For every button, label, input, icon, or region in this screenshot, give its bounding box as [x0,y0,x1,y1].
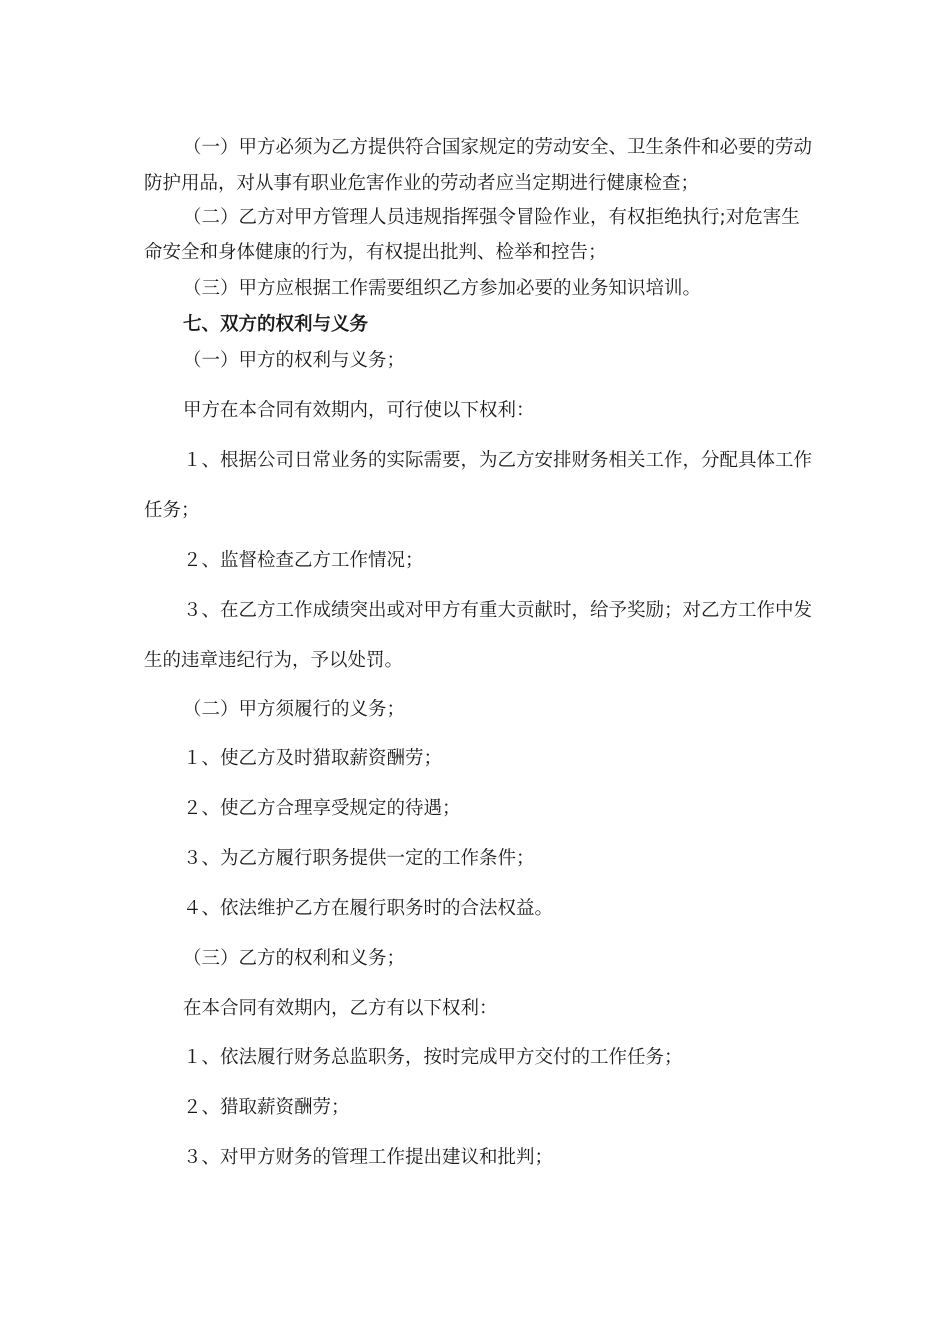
paragraph-line-7: （一）甲方的权利与义务； [183,350,406,371]
paragraph-line-3: （二）乙方对甲方管理人员违规指挥强令冒险作业，有权拒绝执行;对危害生 [183,207,800,228]
paragraph-line-5: （三）甲方应根据工作需要组织乙方参加必要的业务知识培训。 [183,278,702,299]
paragraph-line-14: （二）甲方须履行的义务； [183,699,406,720]
paragraph-line-4: 命安全和身体健康的行为，有权提出批判、检举和控告； [144,242,607,263]
paragraph-line-8: 甲方在本合同有效期内，可行使以下权利： [183,400,535,421]
paragraph-line-15: １、使乙方及时猎取薪资酬劳； [183,748,443,769]
paragraph-line-23: ３、对甲方财务的管理工作提出建议和批判； [183,1147,554,1168]
paragraph-line-1: （一）甲方必须为乙方提供符合国家规定的劳动安全、卫生条件和必要的劳动 [183,137,813,158]
paragraph-line-17: ３、为乙方履行职务提供一定的工作条件； [183,848,535,869]
paragraph-line-12: ３、在乙方工作成绩突出或对甲方有重大贡献时，给予奖励；对乙方工作中发 [183,600,813,621]
paragraph-line-21: １、依法履行财务总监职务，按时完成甲方交付的工作任务； [183,1047,683,1068]
section-heading: 七、双方的权利与义务 [183,314,369,335]
paragraph-line-22: ２、猎取薪资酬劳； [183,1097,350,1118]
paragraph-line-2: 防护用品，对从事有职业危害作业的劳动者应当定期进行健康检查； [144,173,700,194]
paragraph-line-13: 生的违章违纪行为，予以处罚。 [144,650,404,671]
paragraph-line-16: ２、使乙方合理享受规定的待遇； [183,798,461,819]
paragraph-line-9: １、根据公司日常业务的实际需要，为乙方安排财务相关工作，分配具体工作 [183,450,813,471]
paragraph-line-11: ２、监督检查乙方工作情况； [183,550,424,571]
paragraph-line-10: 任务； [144,500,200,521]
paragraph-line-18: ４、依法维护乙方在履行职务时的合法权益。 [183,898,554,919]
paragraph-line-19: （三）乙方的权利和义务； [183,948,406,969]
paragraph-line-20: 在本合同有效期内，乙方有以下权利： [183,998,498,1019]
